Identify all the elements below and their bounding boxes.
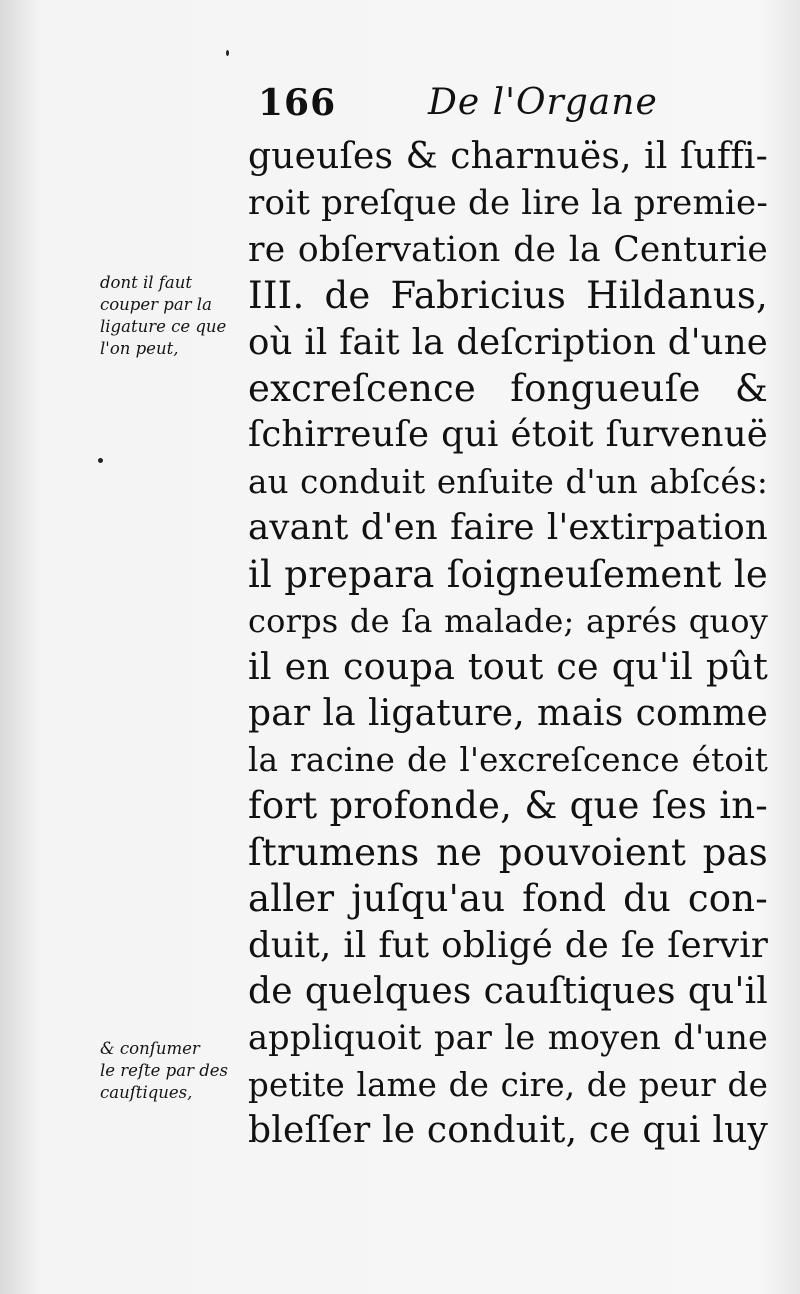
text-line: appliquoit par le moyen d'une xyxy=(248,1018,768,1058)
margin-note-line: dont il faut xyxy=(100,273,192,292)
text-line: la racine de l'excreſcence étoit xyxy=(248,741,768,780)
text-line: il prepara ſoigneuſement le xyxy=(248,552,768,596)
margin-note-line: cauſtiques, xyxy=(100,1083,193,1102)
page-header xyxy=(258,82,768,132)
margin-note-line: l'on peut, xyxy=(100,339,179,358)
margin-note-line: couper par la xyxy=(100,295,212,314)
margin-note-ligature xyxy=(100,272,250,360)
text-line: fort profonde, & que ſes in- xyxy=(248,784,768,828)
margin-note-line: & conſumer xyxy=(100,1039,200,1058)
margin-note-caustics xyxy=(100,1038,250,1104)
text-line: roit preſque de lire la premie- xyxy=(248,183,769,224)
text-line: duit, il fut obligé de ſe ſervir xyxy=(248,924,768,966)
text-line: gueuſes & charnuës, il ſuffi- xyxy=(248,136,768,177)
text-line: bleſſer le conduit, ce qui luy xyxy=(248,1110,768,1152)
text-line: excreſcence fongueuſe & xyxy=(248,366,768,410)
text-line: au conduit enſuite d'un abſcés: xyxy=(248,462,768,501)
margin-note-line: ligature ce que xyxy=(100,317,227,336)
text-line: par la ligature, mais comme xyxy=(248,692,768,734)
text-line: ſchirreuſe qui étoit ſurvenuë xyxy=(248,414,768,456)
margin-note-line: le reſte par des xyxy=(100,1061,229,1080)
text-line: avant d'en faire l'extirpation xyxy=(248,507,768,549)
ink-speck xyxy=(98,458,103,463)
text-line: où il fait la deſcription d'une xyxy=(248,321,768,363)
text-line: re obſervation de la Centurie xyxy=(248,229,768,270)
running-title: De l'Organe xyxy=(428,82,658,123)
text-line: III. de Fabricius Hildanus, xyxy=(248,274,768,318)
text-line: de quelques cauſtiques qu'il xyxy=(248,971,768,1013)
text-line: corps de ſa malade; aprés quoy xyxy=(248,601,768,640)
ink-speck xyxy=(226,50,229,56)
body-text xyxy=(248,134,768,1155)
page-number: 166 xyxy=(258,82,337,124)
text-line: aller juſqu'au fond du con- xyxy=(248,877,768,921)
text-line: ſtrumens ne pouvoient pas xyxy=(248,830,768,874)
text-line: petite lame de cire, de peur de xyxy=(248,1065,768,1104)
text-line: il en coupa tout ce qu'il pût xyxy=(248,645,768,689)
